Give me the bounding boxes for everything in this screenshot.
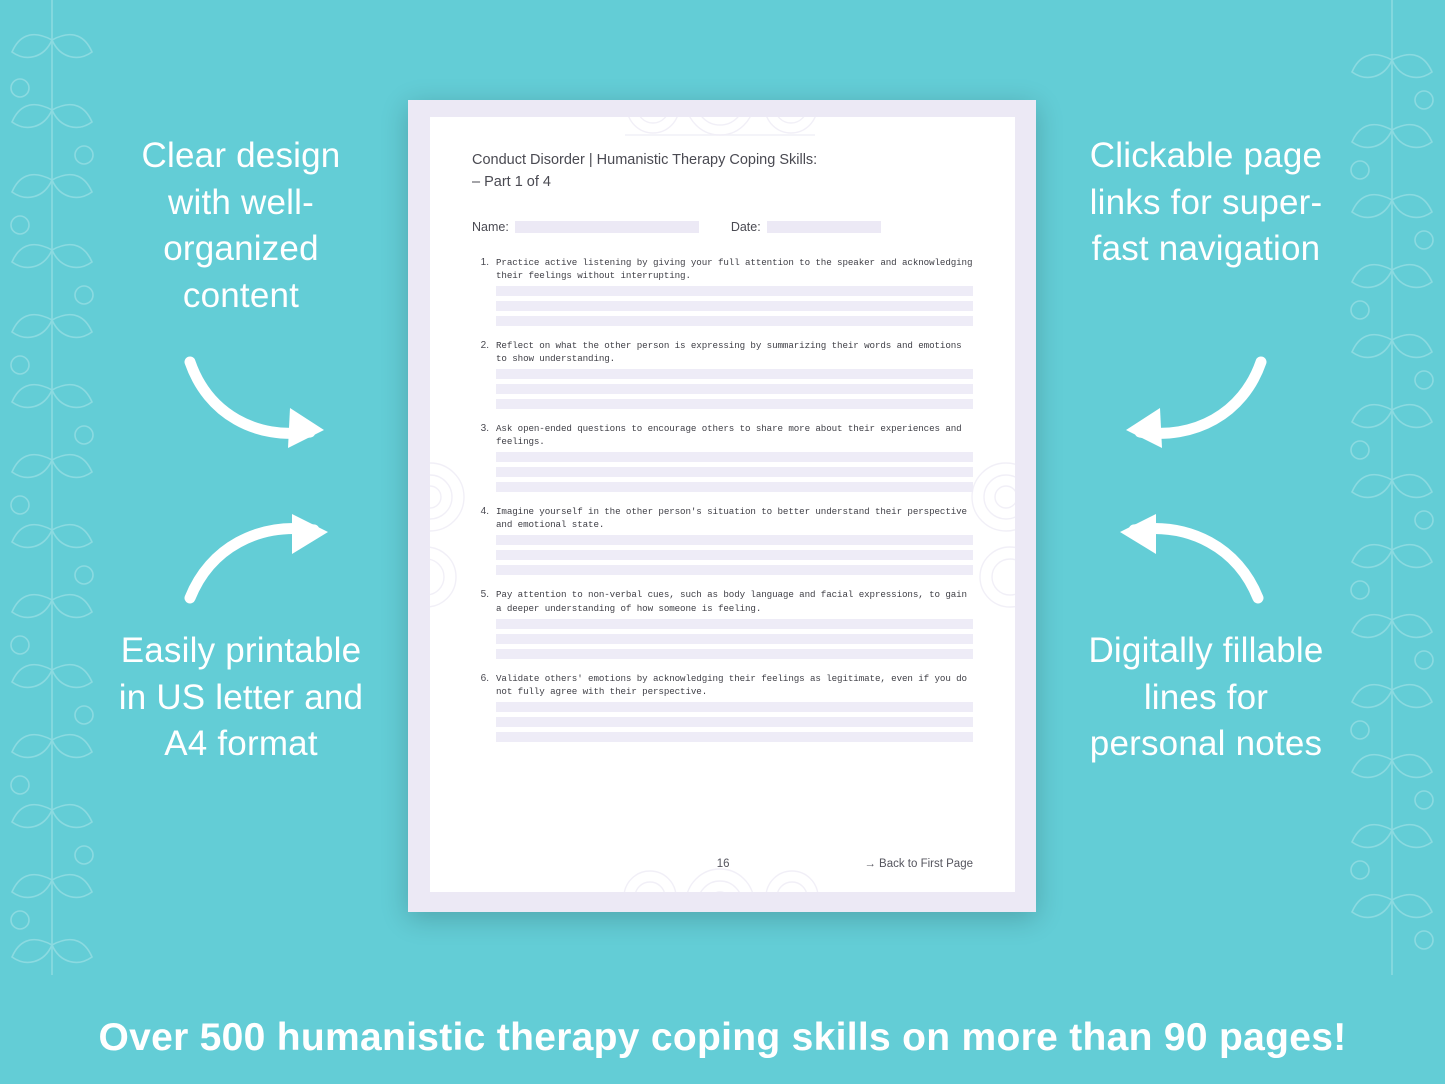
fillable-line[interactable]	[496, 316, 973, 326]
fillable-line[interactable]	[496, 717, 973, 727]
botanical-border-right	[1340, 0, 1445, 975]
fillable-line[interactable]	[496, 619, 973, 629]
arrow-bottom-left-icon	[180, 512, 348, 613]
fillable-line[interactable]	[496, 399, 973, 409]
fillable-lines[interactable]	[496, 286, 973, 326]
fillable-lines[interactable]	[496, 535, 973, 575]
promo-text-top-left: Clear design with well-organized content	[141, 136, 341, 315]
arrow-top-left-icon	[178, 352, 348, 453]
worksheet-meta-row	[472, 220, 973, 234]
list-item	[472, 672, 973, 742]
page-number: 16	[716, 858, 730, 870]
list-item-number: 2.	[480, 340, 489, 352]
promo-text-top-right: Clickable page links for super-fast navigation	[1089, 136, 1323, 269]
promo-text-bottom-left: Easily printable in US letter and A4 format	[118, 631, 364, 764]
list-item	[472, 422, 973, 492]
arrow-bottom-right-icon	[1096, 512, 1268, 613]
list-item-text: Practice active listening by giving your full attention to the speaker and acknowledging their feelings without interrupting.	[496, 256, 973, 281]
fillable-line[interactable]	[496, 301, 973, 311]
worksheet-title	[472, 149, 973, 194]
list-item-text: Imagine yourself in the other person's situation to better understand their perspective and emotional state.	[496, 506, 967, 531]
name-label: Name:	[472, 219, 509, 234]
date-label: Date:	[730, 219, 761, 234]
fillable-line[interactable]	[496, 467, 973, 477]
worksheet-page[interactable]	[430, 117, 1015, 892]
list-item-number: 5.	[480, 589, 489, 601]
list-item-text: Pay attention to non-verbal cues, such as body language and facial expressions, to gain a deeper understanding of how someone is feeling.	[496, 589, 967, 614]
fillable-line[interactable]	[496, 482, 973, 492]
fillable-line[interactable]	[496, 369, 973, 379]
promo-text-bottom-right: Digitally fillable lines for personal notes	[1088, 631, 1324, 764]
fillable-line[interactable]	[496, 732, 973, 742]
fillable-line[interactable]	[496, 286, 973, 296]
fillable-lines[interactable]	[496, 619, 973, 659]
fillable-lines[interactable]	[496, 452, 973, 492]
list-item	[472, 256, 973, 326]
worksheet-title-line2: – Part 1 of 4	[472, 174, 551, 191]
back-to-first-page-link[interactable]: → Back to First Page	[864, 858, 973, 870]
list-item	[472, 339, 973, 409]
list-item-number: 4.	[480, 506, 489, 518]
bottom-banner-text: Over 500 humanistic therapy coping skills on more than 90 pages!	[98, 1016, 1347, 1059]
list-item	[472, 588, 973, 658]
fillable-lines[interactable]	[496, 702, 973, 742]
list-item-text: Ask open-ended questions to encourage others to share more about their experiences and feelings.	[496, 423, 962, 448]
botanical-border-left	[0, 0, 105, 975]
name-input[interactable]	[515, 221, 699, 233]
fillable-line[interactable]	[496, 452, 973, 462]
list-item-number: 1.	[480, 256, 489, 268]
fillable-line[interactable]	[496, 634, 973, 644]
list-item	[472, 505, 973, 575]
date-input[interactable]	[767, 221, 881, 233]
fillable-lines[interactable]	[496, 369, 973, 409]
fillable-line[interactable]	[496, 535, 973, 545]
fillable-line[interactable]	[496, 649, 973, 659]
list-item-text: Validate others' emotions by acknowledging their feelings as legitimate, even if you do not fully agree with their perspective.	[496, 672, 967, 697]
list-item-number: 6.	[480, 672, 489, 684]
fillable-line[interactable]	[496, 384, 973, 394]
fillable-line[interactable]	[496, 565, 973, 575]
worksheet-footer	[472, 858, 973, 870]
list-item-text: Reflect on what the other person is expressing by summarizing their words and emotions to show understanding.	[496, 340, 962, 365]
worksheet-title-line1: Conduct Disorder | Humanistic Therapy Coping Skills:	[472, 152, 818, 168]
arrow-top-right-icon	[1098, 352, 1273, 453]
fillable-line[interactable]	[496, 702, 973, 712]
skills-list	[472, 256, 973, 742]
fillable-line[interactable]	[496, 550, 973, 560]
list-item-number: 3.	[480, 423, 489, 435]
